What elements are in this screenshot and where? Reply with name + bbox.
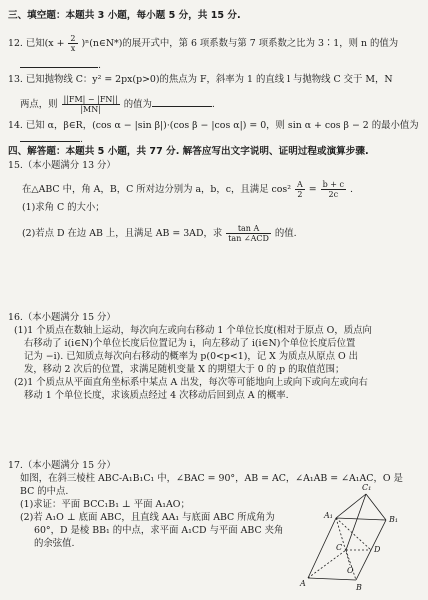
q14-line1: 14. 已知 α，β∈R，(cos α − |sin β|)·(cos β − |cos α|) = 0，则 sin α + cos β − 2 的最小值为 — [8, 120, 419, 131]
q17-header: 17.（本小题满分 15 分） — [8, 460, 116, 471]
prism-figure — [290, 480, 420, 595]
q15-fraction-3: $\frac{\text{tan A}}{\text{tan ∠ACD}}$ — [228, 224, 269, 243]
q13-fraction: $\frac{||FM| - |FN||}{|MN|}$ — [63, 95, 118, 114]
q17-part2-b: 60°，D 是棱 BB₁ 的中点，求平面 A₁CD 与平面 ABC 夹角 — [34, 525, 284, 536]
label-B: B — [356, 583, 362, 592]
label-B1: B₁ — [389, 515, 399, 524]
q17-line2: BC 的中点. — [20, 486, 69, 497]
q15-fraction-1: $\frac{A}{2}$ — [297, 180, 303, 199]
label-O: O — [347, 566, 354, 575]
label-D: D — [374, 545, 381, 554]
q13-line1: 13. 已知抛物线 C：y² = 2px(p>0)的焦点为 F，斜率为 1 的直线 l 与抛物线 C 交于 M，N — [8, 74, 393, 85]
section-3-heading: 三、填空题：本题共 3 小题，每小题 5 分，共 15 分. — [8, 10, 241, 21]
q15-header: 15.（本小题满分 13 分） — [8, 160, 116, 171]
edge-AC — [308, 550, 346, 578]
q15-stem: 在△ABC 中，角 A，B，C 所对边分别为 a，b，c，且满足 cos² $\frac{A}{2}$ = $\frac{b + c}{2c}$ . — [22, 180, 353, 199]
q15-part2: (2)若点 D 在边 AB 上，且满足 AB = 3AD，求 $\frac{\text{tan A}}{\text{tan ∠ACD}}$ 的值. — [22, 224, 297, 243]
edge-AB — [308, 578, 356, 580]
q17-part2-a: (2)若 A₁O ⊥ 底面 ABC，且直线 AA₁ 与底面 ABC 所成角为 — [20, 512, 275, 523]
q16-line1: (1)1 个质点在数轴上运动，每次向左或向右移动 1 个单位长度(相对于原点 O，质点向 — [14, 325, 372, 336]
label-C1: C₁ — [362, 483, 372, 492]
q13-line2: 两点，则 $\frac{||FM| - |FN||}{|MN|}$ 的值为 . — [20, 95, 215, 114]
edge-AA1 — [308, 518, 336, 578]
edge-A1O — [336, 518, 350, 565]
label-A: A — [300, 579, 306, 588]
q12-fraction: $\frac{2}{x}$ — [70, 34, 76, 53]
q14-line2: . — [20, 132, 83, 146]
q16-line2: 右移动了 i(i∈N)个单位长度后位置记为 i，向左移动了 i(i∈N)个单位长度后位置 — [24, 338, 356, 349]
q15-fraction-2: $\frac{b + c}{2c}$ — [322, 180, 344, 199]
q17-part2-c: 的余弦值. — [34, 538, 75, 549]
label-A1: A₁ — [324, 511, 333, 520]
q17-part1: (1)求证：平面 BCC₁B₁ ⊥ 平面 A₁AO； — [20, 499, 190, 510]
q16-header: 16.（本小题满分 15 分） — [8, 312, 116, 323]
edge-C1B1 — [366, 494, 386, 520]
label-C: C — [336, 543, 343, 552]
q16-line3: 记为 −i). 已知质点每次向右移动的概率为 p(0<p<1)，记 X 为质点从原点 O 出 — [24, 351, 359, 362]
q15-part1: (1)求角 C 的大小； — [22, 202, 105, 213]
q12-line1: 12. 已知(x + $\frac{2}{x}$ )ⁿ(n∈N*)的展开式中，第 6 项系数与第 7 项系数之比为 3∶1，则 n 的值为 — [8, 34, 399, 53]
edge-A1B1 — [336, 518, 386, 520]
q16-line5: (2)1 个质点从平面直角坐标系中某点 A 出发，每次等可能地向上或向下或向左或向右 — [14, 377, 368, 388]
q16-line6: 移动 1 个单位长度，求该质点经过 4 次移动后回到点 A 的概率. — [24, 390, 289, 401]
q17-line1: 如图，在斜三棱柱 ABC-A₁B₁C₁ 中，∠BAC = 90°，AB = AC，∠A₁AB = ∠A₁AC，O 是 — [20, 473, 403, 484]
q16-line4: 发，移动 2 次后的位置，求满足随机变量 X 的期望大于 0 的 p 的取值范围； — [24, 364, 345, 375]
section-4-heading: 四、解答题：本题共 5 小题，共 77 分. 解答应写出文字说明、证明过程或演算步骤. — [8, 146, 369, 157]
q12-answer-blank: . — [20, 58, 101, 72]
edge-CB — [346, 550, 356, 580]
